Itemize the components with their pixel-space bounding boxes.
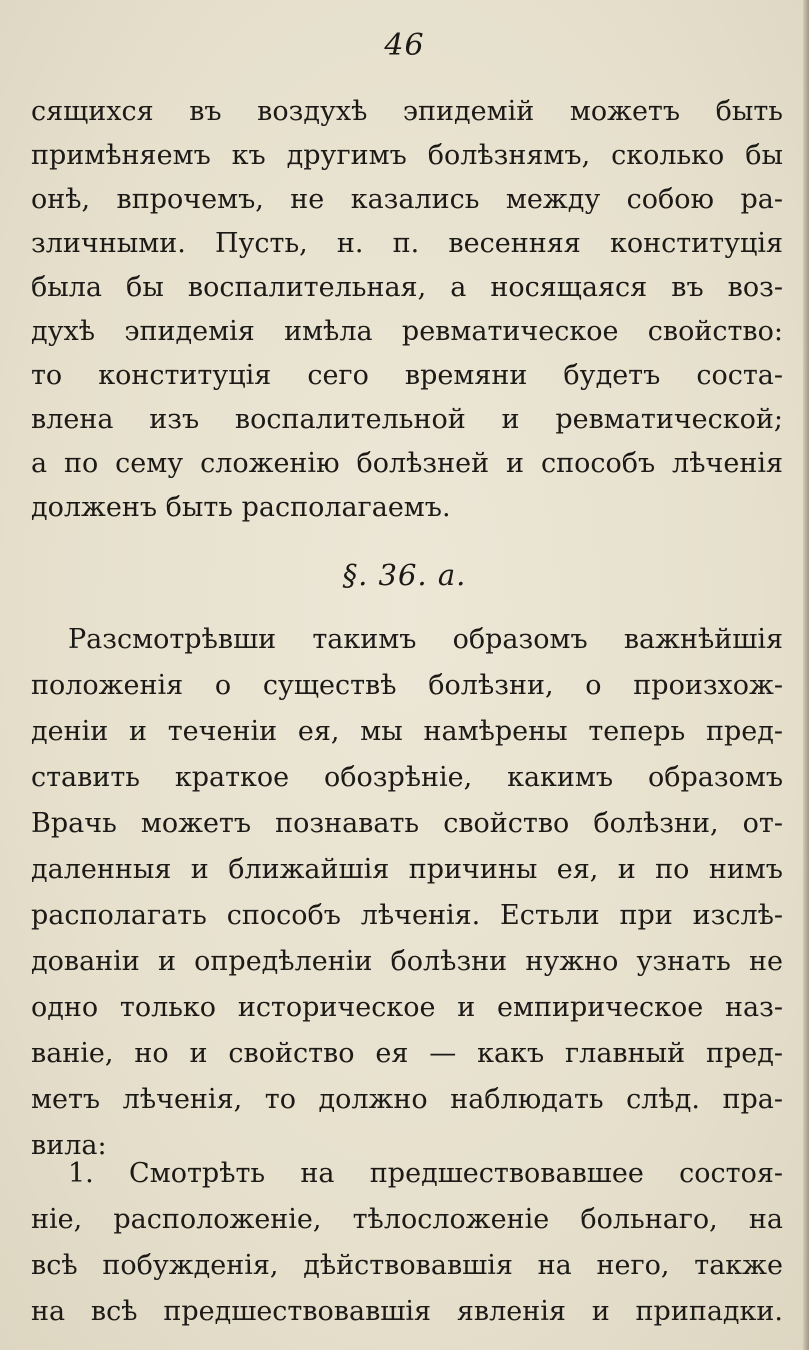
- paragraph-continuation: [31, 90, 783, 530]
- text-line: зличными. Пусть, н. п. весенняя конституція: [31, 228, 783, 259]
- page-edge-shadow: [803, 0, 809, 1350]
- text-line: деніи и теченіи ея, мы намѣрены теперь пред-: [31, 716, 783, 747]
- text-line: на всѣ предшествовавшія явленія и припадки.: [31, 1296, 783, 1327]
- text-line: вила:: [31, 1130, 107, 1161]
- text-line: влена изъ воспалительной и ревматической;: [31, 404, 783, 435]
- text-line: ніе, расположеніе, тѣлосложеніе больнаго, на: [31, 1204, 783, 1235]
- text-line: Разсмотрѣвши такимъ образомъ важнѣйшія: [68, 624, 783, 655]
- text-line: а по сему сложенію болѣзней и способъ лѣченія: [31, 448, 783, 479]
- text-line: долженъ быть располагаемъ.: [31, 492, 451, 523]
- text-line: даленныя и ближайшія причины ея, и по нимъ: [31, 854, 783, 885]
- text-line: положенія о существѣ болѣзни, о произхож-: [31, 670, 783, 701]
- text-line: была бы воспалительная, а носящаяся въ воз-: [31, 272, 783, 303]
- text-line: всѣ побужденія, дѣйствовавшія на него, также: [31, 1250, 783, 1281]
- text-line: ставить краткое обозрѣніе, какимъ образомъ: [31, 762, 783, 793]
- section-heading: §. 36. a.: [342, 558, 467, 592]
- text-line: Врачь можетъ познавать свойство болѣзни, от-: [31, 808, 783, 839]
- text-line: духѣ эпидемія имѣла ревматическое свойство:: [31, 316, 783, 347]
- text-line: дованіи и опредѣленіи болѣзни нужно узнать не: [31, 946, 783, 977]
- text-line: 1. Смотрѣть на предшествовавшее состоя-: [68, 1158, 783, 1189]
- text-line: то конституція сего времяни будетъ соста-: [31, 360, 783, 391]
- paragraph-rule-1: [31, 1151, 783, 1335]
- text-line: ваніе, но и свойство ея — какъ главный пред-: [31, 1038, 783, 1069]
- text-line: онѣ, впрочемъ, не казались между собою ра-: [31, 184, 783, 215]
- text-line: располагать способъ лѣченія. Естьли при изслѣ-: [31, 900, 783, 931]
- paragraph-section-36a: [31, 617, 783, 1169]
- text-line: примѣняемъ къ другимъ болѣзнямъ, сколько бы: [31, 140, 783, 171]
- text-line: метъ лѣченія, то должно наблюдать слѣд. пра-: [31, 1084, 783, 1115]
- page-number: 46: [384, 28, 425, 63]
- text-line: одно только историческое и емпирическое наз-: [31, 992, 783, 1023]
- text-line: сящихся въ воздухѣ эпидемій можетъ быть: [31, 96, 783, 127]
